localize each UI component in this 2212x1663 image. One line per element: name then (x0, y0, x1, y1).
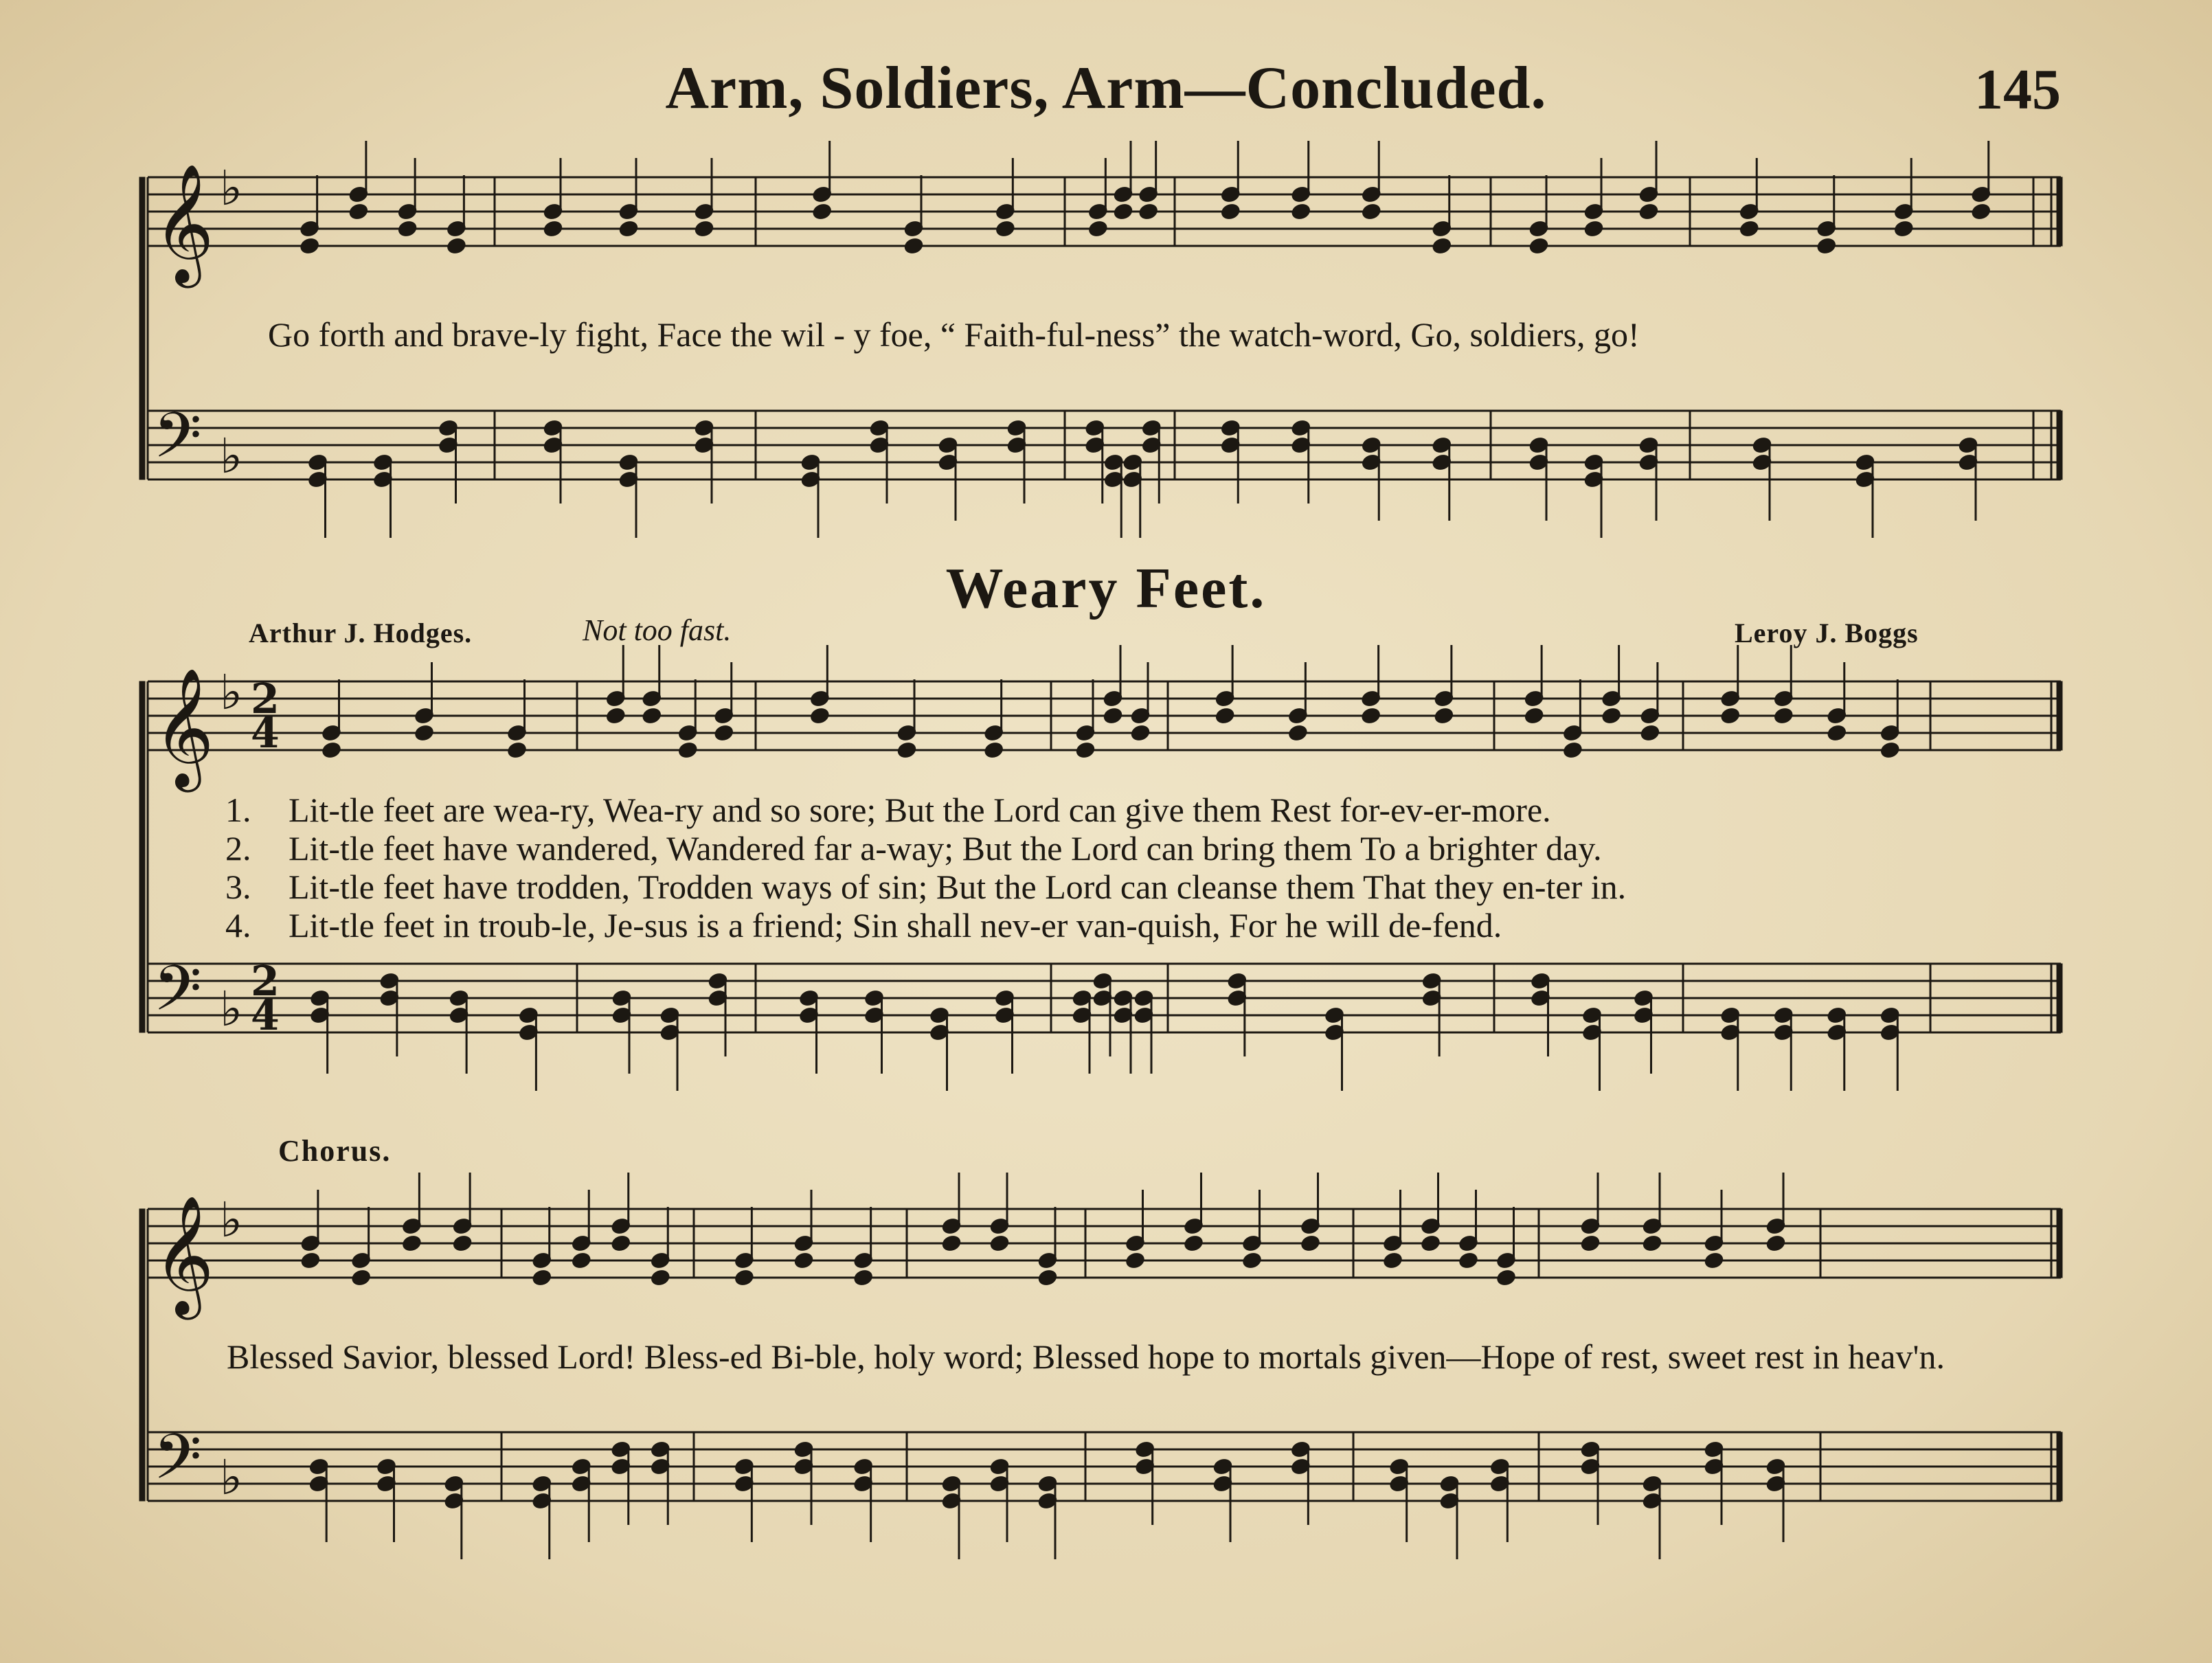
note-head (1638, 202, 1659, 221)
note-head (571, 1251, 592, 1270)
note-head (1361, 202, 1382, 221)
note-head (1579, 1234, 1601, 1253)
note-head (1037, 1268, 1058, 1287)
note-head (1816, 236, 1837, 256)
song-title: Weary Feet. (945, 556, 1267, 620)
verse-text: Lit-tle feet have wandered, Wandered far a-way; But the Lord can bring them To a brighter day. (289, 829, 1602, 868)
final-bar (2057, 177, 2062, 246)
final-bar (2057, 1432, 2062, 1501)
note-head (940, 1234, 962, 1253)
note-head (853, 1268, 874, 1287)
page-number: 145 (1974, 58, 2061, 122)
note-head (650, 1268, 671, 1287)
note-head (983, 740, 1004, 760)
note-head (1112, 202, 1133, 221)
note-head (1496, 1268, 1517, 1287)
flat-key-signature: ♭ (220, 1449, 243, 1506)
note-head (350, 1268, 372, 1287)
bass-clef: 𝄢 (153, 1421, 202, 1508)
note-head (1138, 202, 1159, 221)
note-head (1458, 1251, 1479, 1270)
note-head (414, 723, 435, 743)
treble-clef: 𝄞 (153, 1195, 214, 1315)
note-head (1765, 1234, 1786, 1253)
note-head (641, 706, 662, 725)
flat-key-signature: ♭ (220, 981, 243, 1037)
note-head (1601, 706, 1622, 725)
note-head (542, 219, 563, 238)
note-head (734, 1268, 755, 1287)
note-head (1074, 740, 1096, 760)
note-head (618, 219, 639, 238)
note-head (300, 1251, 321, 1270)
note-head (1826, 723, 1847, 743)
note-head (989, 1234, 1010, 1253)
note-head (1639, 723, 1660, 743)
note-head (677, 740, 699, 760)
note-head (1523, 706, 1544, 725)
final-bar (2057, 964, 2062, 1032)
time-signature-bottom: 4 (251, 710, 280, 758)
note-head (1087, 219, 1109, 238)
note-head (1382, 1251, 1403, 1270)
time-signature-bottom: 4 (251, 992, 280, 1040)
note-head (1102, 706, 1123, 725)
chorus-label: Chorus. (278, 1134, 392, 1168)
system-bracket (139, 1209, 145, 1501)
bass-clef: 𝄢 (153, 952, 202, 1040)
verse-number: 4. (225, 906, 251, 944)
note-head (1220, 202, 1241, 221)
note-head (1583, 219, 1604, 238)
note-head (1125, 1251, 1146, 1270)
note-head (321, 740, 342, 760)
note-head (506, 740, 528, 760)
note-head (1431, 236, 1452, 256)
composer-credit: Leroy J. Boggs (1735, 618, 1919, 648)
note-head (451, 1234, 473, 1253)
flat-key-signature: ♭ (220, 1192, 243, 1248)
page-header-title: Arm, Soldiers, Arm—Concluded. (665, 55, 1547, 122)
flat-key-signature: ♭ (220, 428, 243, 484)
note-head (1420, 1234, 1441, 1253)
note-head (811, 202, 833, 221)
note-head (396, 219, 418, 238)
note-head (1433, 706, 1454, 725)
tempo-marking: Not too fast. (583, 613, 732, 647)
note-head (1183, 1234, 1204, 1253)
note-head (1739, 219, 1760, 238)
note-head (713, 723, 734, 743)
note-head (1241, 1251, 1263, 1270)
note-head (299, 236, 320, 256)
final-bar (2057, 681, 2062, 750)
note-head (1287, 723, 1309, 743)
note-head (531, 1268, 552, 1287)
verse-number: 2. (225, 829, 251, 868)
verse-text: Lit-tle feet in troub-le, Je-sus is a friend; Sin shall nev-er van-quish, For he will de-fend. (289, 906, 1502, 944)
flat-key-signature: ♭ (220, 664, 243, 721)
verse-text: Lit-tle feet are wea-ry, Wea-ry and so sore; But the Lord can give them Rest for-ev-er-more. (289, 791, 1551, 829)
note-head (896, 740, 917, 760)
system-bracket (139, 681, 145, 1032)
note-head (1703, 1251, 1724, 1270)
bass-clef: 𝄢 (153, 399, 202, 487)
note-head (1893, 219, 1915, 238)
note-head (693, 219, 714, 238)
note-head (1562, 740, 1583, 760)
treble-clef: 𝄞 (153, 668, 214, 787)
note-head (1773, 706, 1794, 725)
note-head (995, 219, 1016, 238)
note-head (1880, 740, 1901, 760)
lyricist-credit: Arthur J. Hodges. (249, 618, 473, 648)
note-head (446, 236, 467, 256)
verse-number: 3. (225, 868, 251, 906)
note-head (903, 236, 924, 256)
note-head (1719, 706, 1741, 725)
final-bar (2057, 411, 2062, 479)
note-head (401, 1234, 422, 1253)
note-head (1290, 202, 1311, 221)
flat-key-signature: ♭ (220, 160, 243, 216)
arm-soldiers-lyrics: Go forth and brave-ly fight, Face the wil - y foe, “ Faith-ful-ness” the watch-word, Go, soldiers, go! (268, 315, 1640, 354)
note-head (1641, 1234, 1662, 1253)
verse-text: Lit-tle feet have trodden, Trodden ways of sin; But the Lord can cleanse them That they en-ter in. (289, 868, 1627, 906)
note-head (1214, 706, 1235, 725)
chorus-lyrics: Blessed Savior, blessed Lord! Bless-ed Bi-ble, holy word; Blessed hope to mortals given—Hope of rest, sweet rest in heav'n. (227, 1337, 1945, 1376)
note-head (348, 202, 369, 221)
note-head (1528, 236, 1549, 256)
note-head (610, 1234, 631, 1253)
note-head (1360, 706, 1381, 725)
note-head (793, 1251, 814, 1270)
note-head (605, 706, 627, 725)
final-bar (2057, 1209, 2062, 1278)
note-head (809, 706, 831, 725)
time-signature-top: 2 (251, 675, 280, 723)
note-head (1300, 1234, 1321, 1253)
time-signature-top: 2 (251, 958, 280, 1006)
treble-clef: 𝄞 (153, 163, 214, 283)
note-head (1129, 723, 1151, 743)
system-bracket (139, 177, 145, 479)
verse-number: 1. (225, 791, 251, 829)
note-head (1970, 202, 1991, 221)
